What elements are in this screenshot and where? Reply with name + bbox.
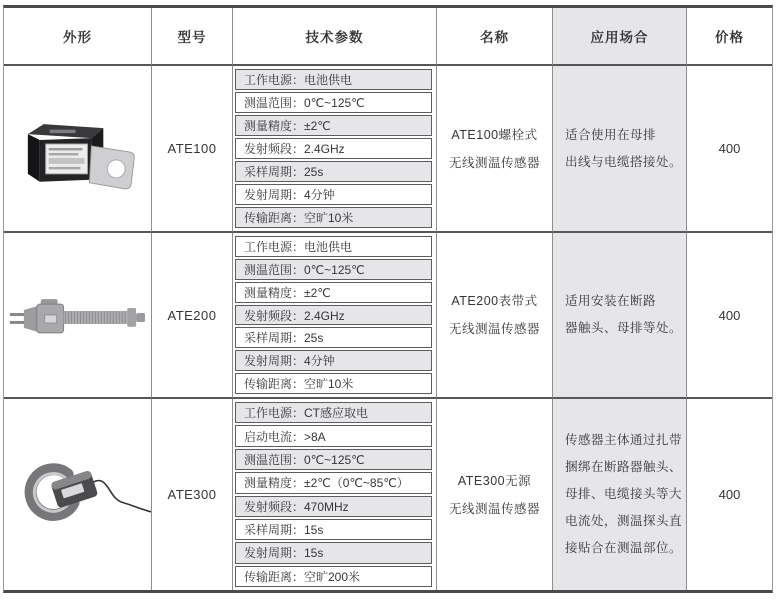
tech-param-item: 发射频段：470MHz [235,496,432,517]
ate100-product-image [4,66,151,231]
tech-param-item: 测温范围：0℃~125℃ [235,449,432,470]
col-header-name: 名称 [437,8,553,66]
sensor-name-line: 无线测温传感器 [448,501,540,516]
application-text-line: 母排、电缆接头等大 [565,487,683,501]
tech-param-item: 工作电源：电池供电 [235,69,432,90]
sensor-name-line: ATE200表带式 [451,294,538,308]
tech-params-list [233,66,436,231]
col-header-tech-params: 技术参数 [233,8,437,66]
tech-params-ate200 [233,233,437,399]
model-label-ate100: ATE100 [152,66,233,233]
application-text-line: 传感器主体通过扎带 [565,433,683,447]
ate100-bolt-type-sensor-photo [4,66,152,233]
sensor-spec-table [3,5,773,593]
tech-param-item: 采样周期：15s [235,519,432,540]
application-text-line: 适合使用在母排 [565,127,657,142]
tech-param-item: 发射周期：15s [235,542,432,563]
col-header-appearance: 外形 [4,8,152,66]
model-label-ate300: ATE300 [152,399,233,590]
sensor-name-line: ATE100螺栓式 [451,127,538,142]
application-text-line: 适用安装在断路 [565,294,657,308]
application-ate300 [553,399,687,590]
application-text-line: 器触头、母排等处。 [565,321,683,335]
application-ate200 [553,233,687,399]
price-ate300: 400 [687,399,772,590]
tech-param-item: 采样周期：25s [235,327,432,348]
sensor-name-line: 无线测温传感器 [448,322,540,336]
tech-params-ate300 [233,399,437,590]
sensor-name-ate300 [437,399,553,590]
application-text-line: 捆绑在断路器触头、 [565,460,683,474]
price-ate100: 400 [687,66,772,233]
tech-param-item: 发射频段：2.4GHz [235,138,432,159]
tech-param-item: 测温范围：0℃~125℃ [235,259,432,280]
col-header-model: 型号 [152,8,233,66]
col-header-price: 价格 [687,8,772,66]
tech-param-item: 测温范围：0℃~125℃ [235,92,432,113]
sensor-name-ate100 [437,66,553,233]
sensor-name-line: ATE300无源 [457,473,532,488]
tech-param-item: 传输距离：空旷200米 [235,566,432,587]
ate200-strap-type-sensor-photo [4,233,152,399]
tech-params-list [233,399,436,590]
ate200-product-image [4,233,151,397]
tech-param-item: 测量精度：±2℃ [235,115,432,136]
tech-param-item: 启动电流：>8A [235,425,432,446]
col-header-application: 应用场合 [553,8,687,66]
tech-param-item: 发射周期：4分钟 [235,184,432,205]
tech-param-item: 发射频段：2.4GHz [235,305,432,326]
tech-param-item: 测量精度：±2℃ [235,282,432,303]
ate300-ct-powered-sensor-photo [4,399,152,590]
tech-param-item: 采样周期：25s [235,161,432,182]
price-ate200: 400 [687,233,772,399]
sensor-name-ate200 [437,233,553,399]
sensor-name-line: 无线测温传感器 [448,155,540,170]
application-text-line: 出线与电缆搭接处。 [565,154,683,169]
tech-param-item: 工作电源：电池供电 [235,236,432,257]
application-text-line: 电流处，测温探头直 [565,514,683,528]
tech-param-item: 传输距离：空旷10米 [235,207,432,228]
tech-param-item: 传输距离：空旷10米 [235,373,432,394]
tech-param-item: 发射周期：4分钟 [235,350,432,371]
tech-params-list [233,233,436,397]
model-label-ate200: ATE200 [152,233,233,399]
tech-param-item: 测量精度：±2℃（0℃~85℃） [235,472,432,493]
tech-params-ate100 [233,66,437,233]
application-text-line: 接贴合在测温部位。 [565,541,683,555]
sensor-spec-grid [4,8,772,590]
application-ate100 [553,66,687,233]
ate300-product-image [4,400,151,589]
tech-param-item: 工作电源：CT感应取电 [235,402,432,423]
